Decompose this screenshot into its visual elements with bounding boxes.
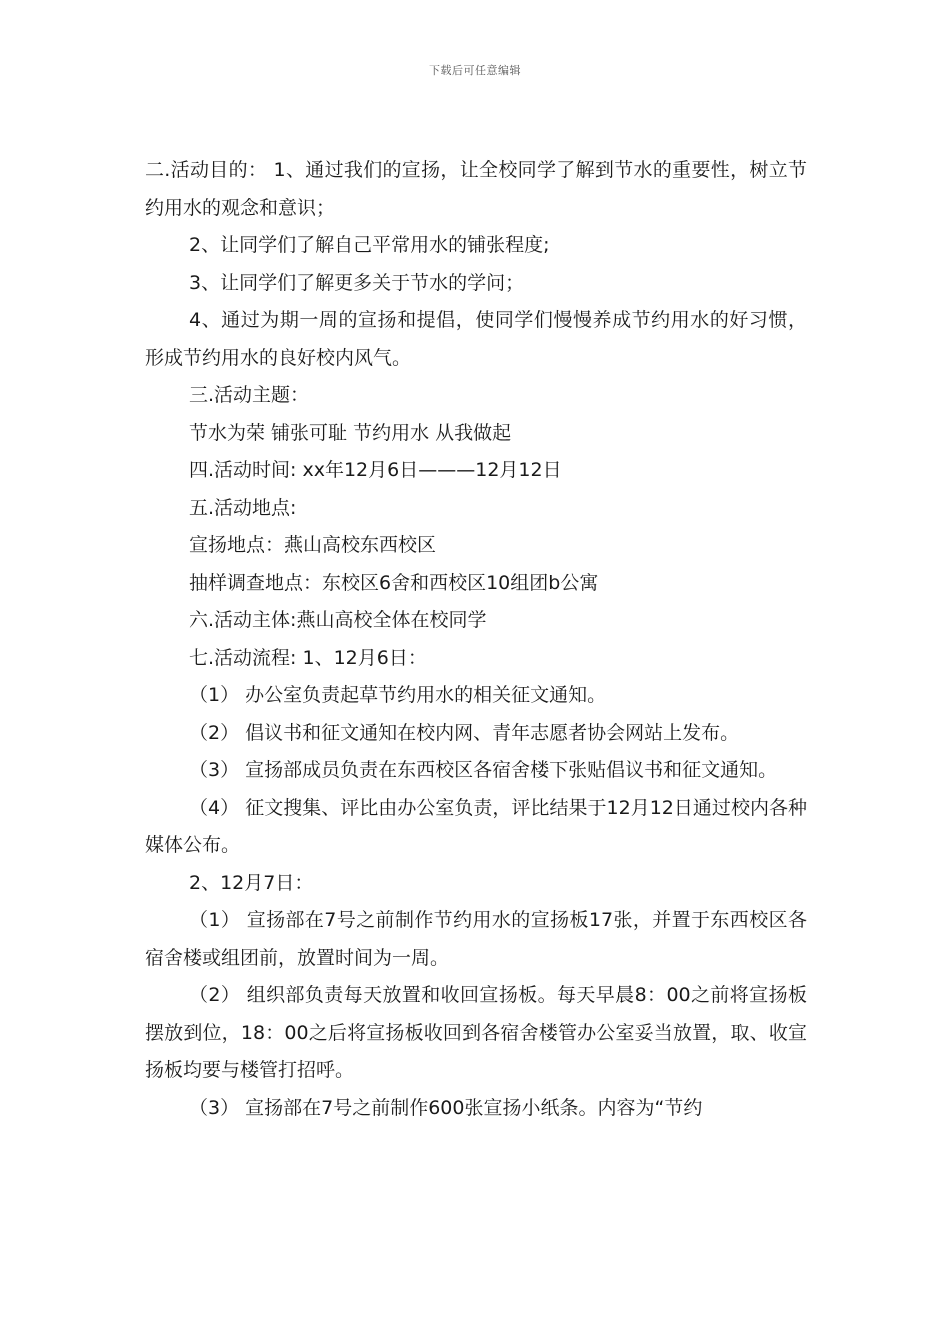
heading-theme: 三.活动主题： <box>189 384 310 406</box>
page-header: 下载后可任意编辑 <box>429 64 521 77</box>
paragraph-survey-location: 抽样调查地点：东校区6舍和西校区10组团b公寓 <box>189 571 599 594</box>
paragraph-participants: 六.活动主体:燕山高校全体在校同学 <box>189 609 487 631</box>
process-step-1-2: （2） 倡议书和征文通知在校内网、青年志愿者协会网站上发布。 <box>189 721 740 744</box>
process-step-2-2: （2） 组织部负责每天放置和收回宣扬板。每天早晨8：00之前将宣扬板摆放到位，18：00之后将宣扬板收回到各宿舍楼管办公室妥当放置，取、收宣扬板均要与楼管打招呼。 <box>145 984 807 1081</box>
heading-location: 五.活动地点: <box>189 496 297 519</box>
paragraph-time: 四.活动时间: xx年12月6日———12月12日 <box>189 459 562 481</box>
paragraph-theme: 节水为荣 铺张可耻 节约用水 从我做起 <box>189 421 512 444</box>
paragraph-purpose-2: 2、让同学们了解自己平常用水的铺张程度; <box>189 234 550 256</box>
paragraph-purpose: 二.活动目的： 1、通过我们的宣扬，让全校同学了解到节水的重要性，树立节约用水的观念和意识； <box>145 159 807 219</box>
paragraph-location: 宣扬地点：燕山高校东西校区 <box>189 534 437 556</box>
process-step-2-3: （3） 宣扬部在7号之前制作600张宣扬小纸条。内容为“节约 <box>189 1096 703 1119</box>
heading-process: 七.活动流程: 1、12月6日： <box>189 646 427 669</box>
heading-process-day2: 2、12月7日： <box>189 871 314 894</box>
process-step-1-3: （3） 宣扬部成员负责在东西校区各宿舍楼下张贴倡议书和征文通知。 <box>189 759 778 781</box>
paragraph-purpose-3: 3、让同学们了解更多关于节水的学问； <box>189 271 525 294</box>
document-body <box>145 152 807 1127</box>
paragraph-purpose-4: 4、通过为期一周的宣扬和提倡，使同学们慢慢养成节约用水的好习惯，形成节约用水的良好校内风气。 <box>145 309 807 369</box>
process-step-1-1: （1） 办公室负责起草节约用水的相关征文通知。 <box>189 684 607 706</box>
process-step-1-4: （4） 征文搜集、评比由办公室负责，评比结果于12月12日通过校内各种媒体公布。 <box>145 796 807 856</box>
process-step-2-1: （1） 宣扬部在7号之前制作节约用水的宣扬板17张，并置于东西校区各宿舍楼或组团前，放置时间为一周。 <box>145 909 807 969</box>
